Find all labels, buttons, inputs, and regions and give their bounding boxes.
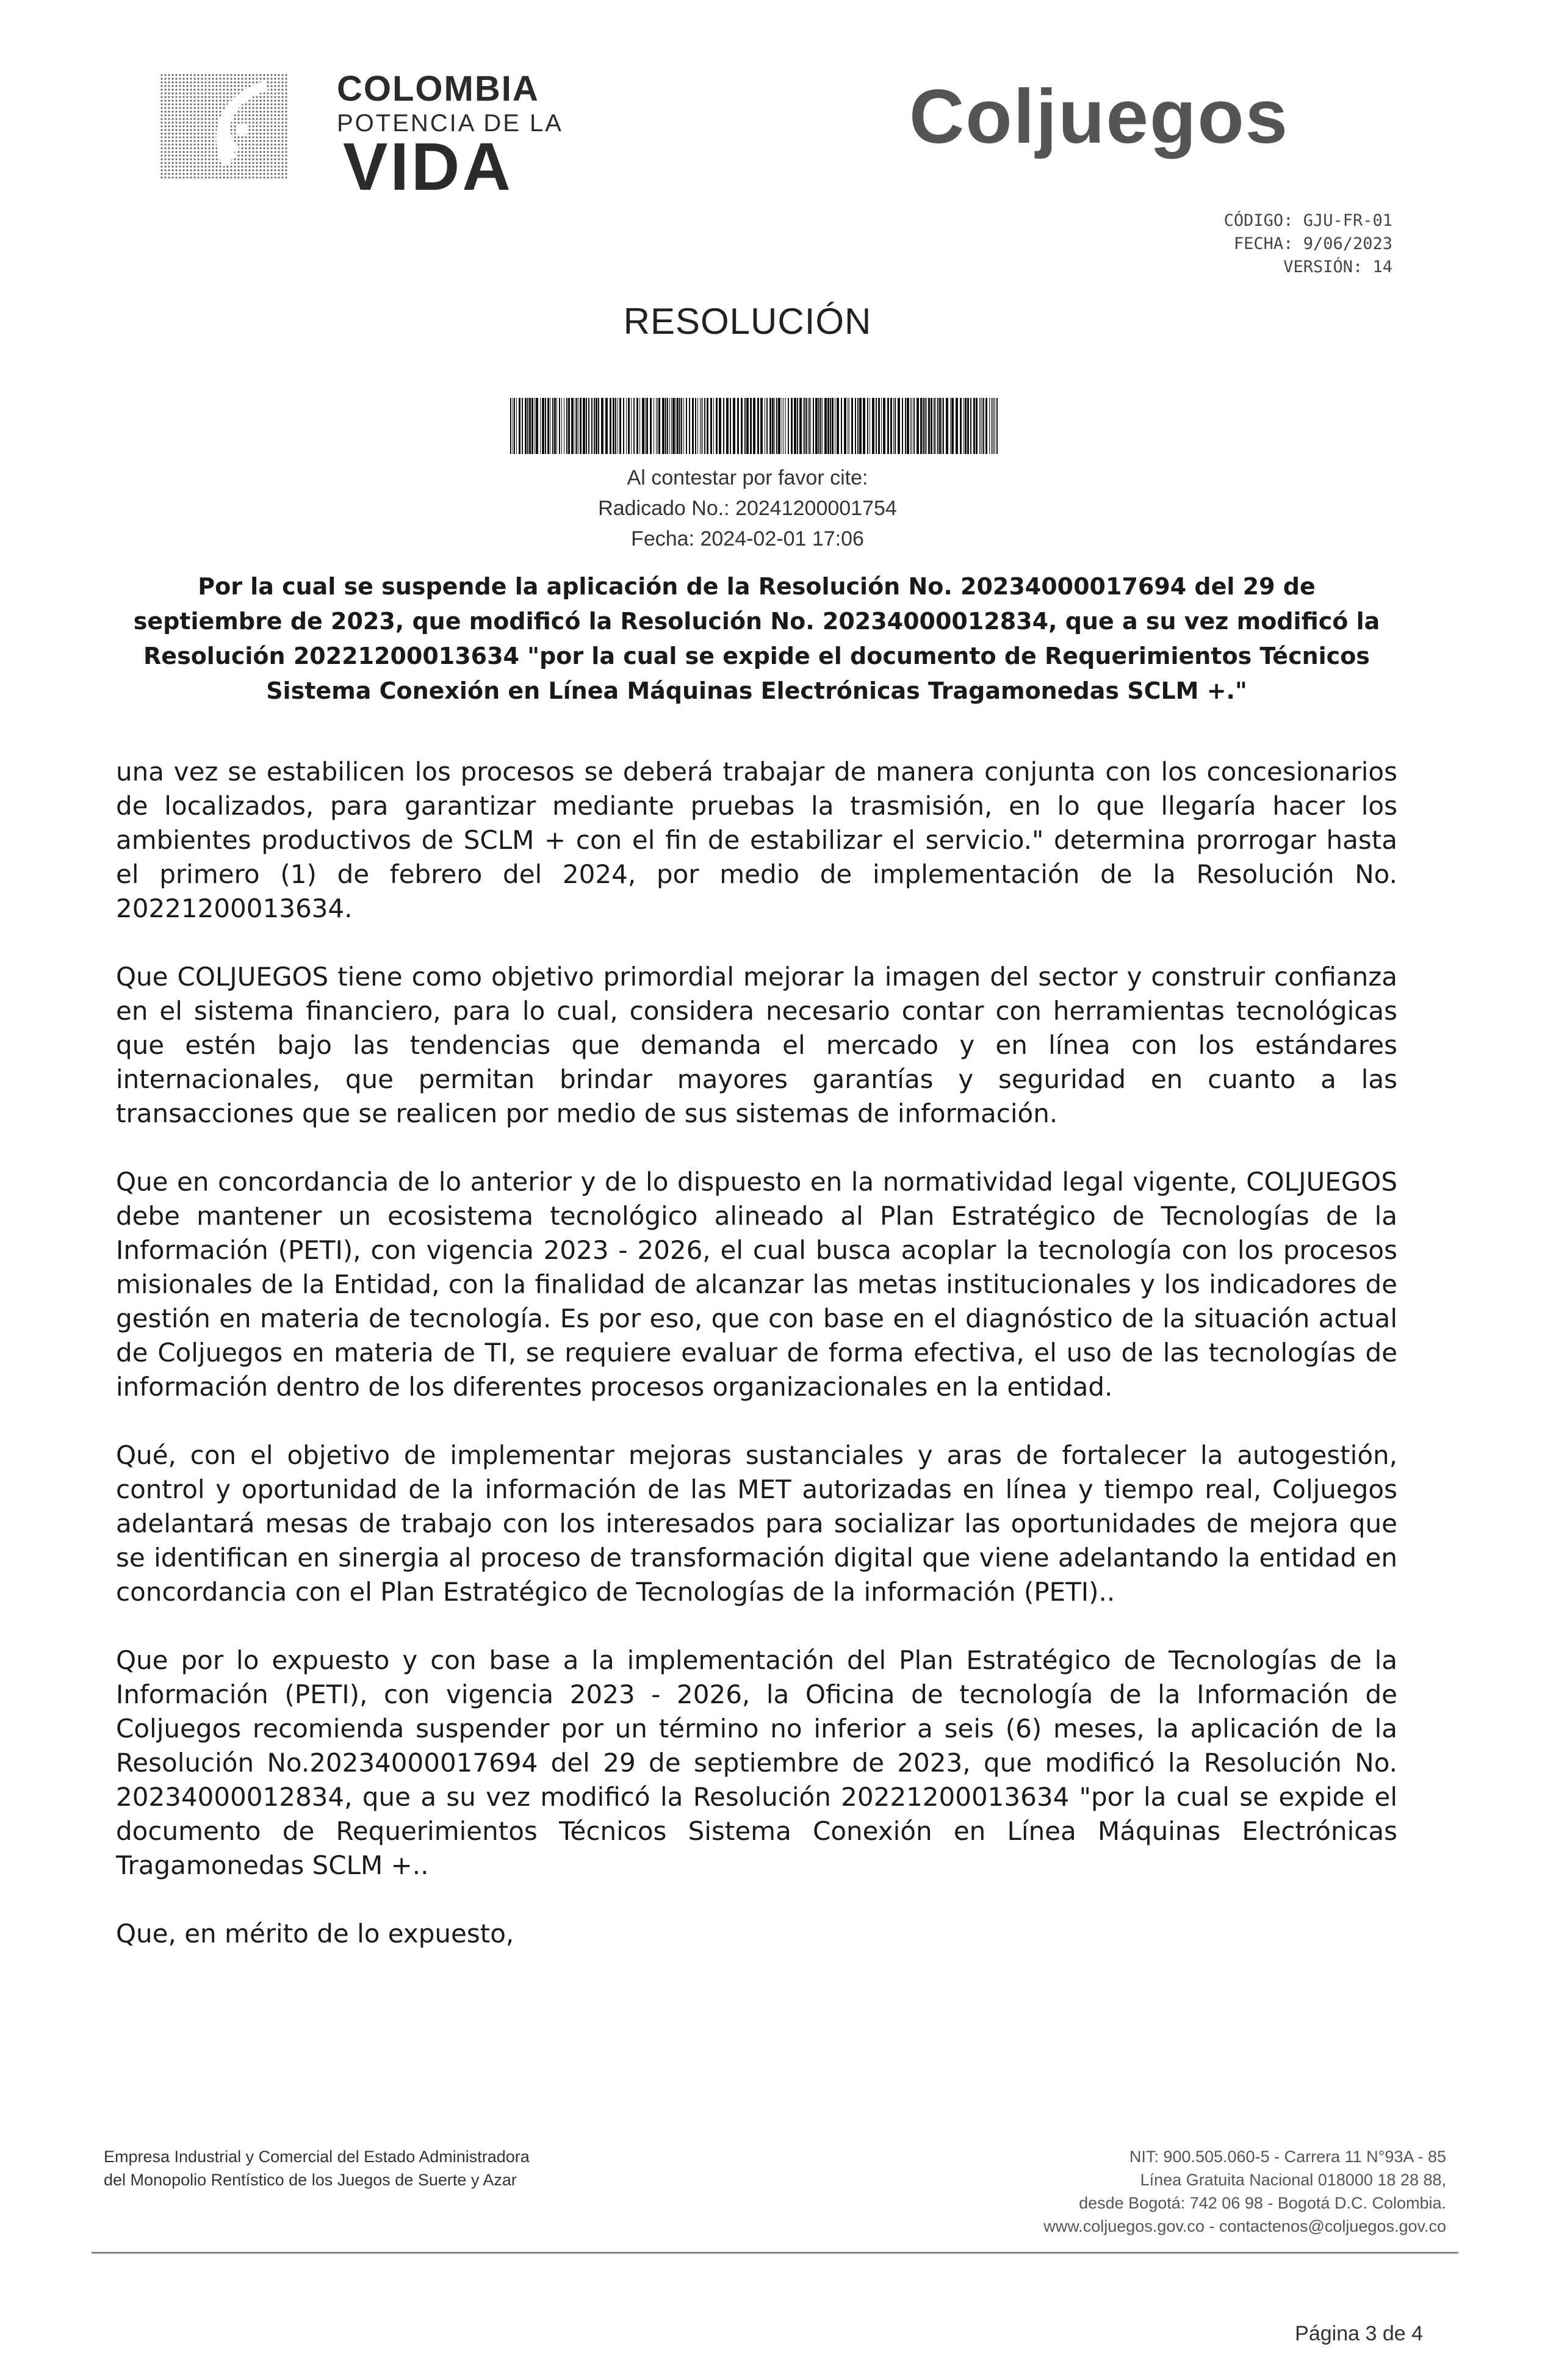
footer-left-line-2: del Monopolio Rentístico de los Juegos de Suerte y Azar <box>104 2171 517 2189</box>
body-paragraph-3: Que en concordancia de lo anterior y de lo dispuesto en la normatividad legal vigente, COLJUEGOS debe mantener un ecosistema tecnológico alineado al Plan Estratégico de Tecnologías de la Información (PETI), con vigencia 2023 - 2026, el cual busca acoplar la tecnología con los procesos misionales de la Entidad, con la finalidad de alcanzar las metas institucionales y los indicadores de gestión en materia de tecnología. Es por eso, que con base en el diagnóstico de la situación actual de Coljuegos en materia de TI, se requiere evaluar de forma efectiva, el uso de las tecnologías de información dentro de los diferentes procesos organizacionales en la entidad. <box>116 1167 1397 1402</box>
coljuegos-logo-text: Coljuegos <box>909 74 1289 159</box>
footer-contact-info <box>836 2145 1446 2238</box>
footer-nit-address: NIT: 900.505.060-5 - Carrera 11 N°93A - 85 <box>1129 2147 1446 2166</box>
radicado-block <box>0 463 1495 554</box>
resolution-subject: Por la cual se suspende la aplicación de la Resolución No. 20234000017694 del 29 de septiembre de 2023, que modificó la Resolución No. 20234000012834, que a su vez modificó la Resolución 20221200013634 "por la cual se expide el documento de Requerimientos Técnicos Sistema Conexión en Línea Máquinas Electrónicas Tragamonedas SCLM +." <box>133 573 1380 704</box>
body-paragraph-1: una vez se estabilicen los procesos se deberá trabajar de manera conjunta con los concesionarios de localizados, para garantizar mediante pruebas la trasmisión, en lo que llegaría hacer los ambientes productivos de SCLM + con el fin de estabilizar el servicio." determina prorrogar hasta el primero (1) de febrero del 2024, por medio de implementación de la Resolución No. 20221200013634. <box>116 757 1397 923</box>
body-paragraph-4: Qué, con el objetivo de implementar mejoras sustanciales y aras de fortalecer la autogestión, control y oportunidad de la información de las MET autorizadas en línea y tiempo real, Coljuegos adelantará mesas de trabajo con los interesados para socializar las oportunidades de mejora que se identifican en sinergia al proceso de transformación digital que viene adelantando la entidad en concordancia con el Plan Estratégico de Tecnologías de la información (PETI).. <box>116 1440 1397 1607</box>
document-body <box>116 755 1397 1951</box>
footer-phone-line: Línea Gratuita Nacional 018000 18 28 88, <box>1140 2171 1446 2189</box>
fecha-text: FECHA: 9/06/2023 <box>1233 234 1392 253</box>
footer-bogota-phone: desde Bogotá: 742 06 98 - Bogotá D.C. Colombia. <box>1079 2194 1446 2212</box>
body-paragraph-2: Que COLJUEGOS tiene como objetivo primordial mejorar la imagen del sector y construir confianza en el sistema financiero, para lo cual, considera necesario contar con herramientas tecnológicas que estén bajo las tendencias que demanda el mercado y en línea con los estándares internacionales, que permitan brindar mayores garantías y seguridad en cuanto a las transacciones que se realicen por medio de sus sistemas de información. <box>116 962 1397 1128</box>
page-number: Página 3 de 4 <box>1295 2322 1423 2345</box>
radicado-date: Fecha: 2024-02-01 17:06 <box>631 527 864 550</box>
logo-vida-text: VIDA <box>343 129 513 204</box>
logo-colombia-text: COLOMBIA <box>337 69 539 109</box>
page-title: RESOLUCIÓN <box>623 301 872 342</box>
version-text: VERSIÓN: 14 <box>1283 258 1392 276</box>
radicado-instruction: Al contestar por favor cite: <box>627 466 868 489</box>
radicado-number: Radicado No.: 20241200001754 <box>598 497 897 520</box>
footer-entity-description <box>104 2145 714 2191</box>
colombia-potencia-de-la-vida-logo <box>160 68 587 204</box>
codigo-text: CÓDIGO: GJU-FR-01 <box>1223 211 1392 230</box>
footer-left-line-1: Empresa Industrial y Comercial del Estado Administradora <box>104 2147 530 2166</box>
document-control-meta <box>1224 209 1392 279</box>
body-paragraph-6: Que, en mérito de lo expuesto, <box>116 1919 514 1949</box>
footer-web-email: www.coljuegos.gov.co - contactenos@coljuegos.gov.co <box>1043 2217 1446 2235</box>
barcode-icon <box>510 398 998 454</box>
coljuegos-logo <box>909 73 1397 165</box>
body-paragraph-5: Que por lo expuesto y con base a la implementación del Plan Estratégico de Tecnologías de la Información (PETI), con vigencia 2023 - 2026, la Oficina de tecnología de la Información de Coljuegos recomienda suspender por un término no inferior a seis (6) meses, la aplicación de la Resolución No.20234000017694 del 29 de septiembre de 2023, que modificó la Resolución No. 20234000012834, que a su vez modificó la Resolución 20221200013634 "por la cual se expide el documento de Requerimientos Técnicos Sistema Conexión en Línea Máquinas Electrónicas Tragamonedas SCLM +.. <box>116 1645 1397 1880</box>
colombia-logo-mark-icon <box>160 73 288 180</box>
logo-potencia-text: POTENCIA DE LA <box>337 110 563 137</box>
footer-divider <box>92 2252 1458 2254</box>
